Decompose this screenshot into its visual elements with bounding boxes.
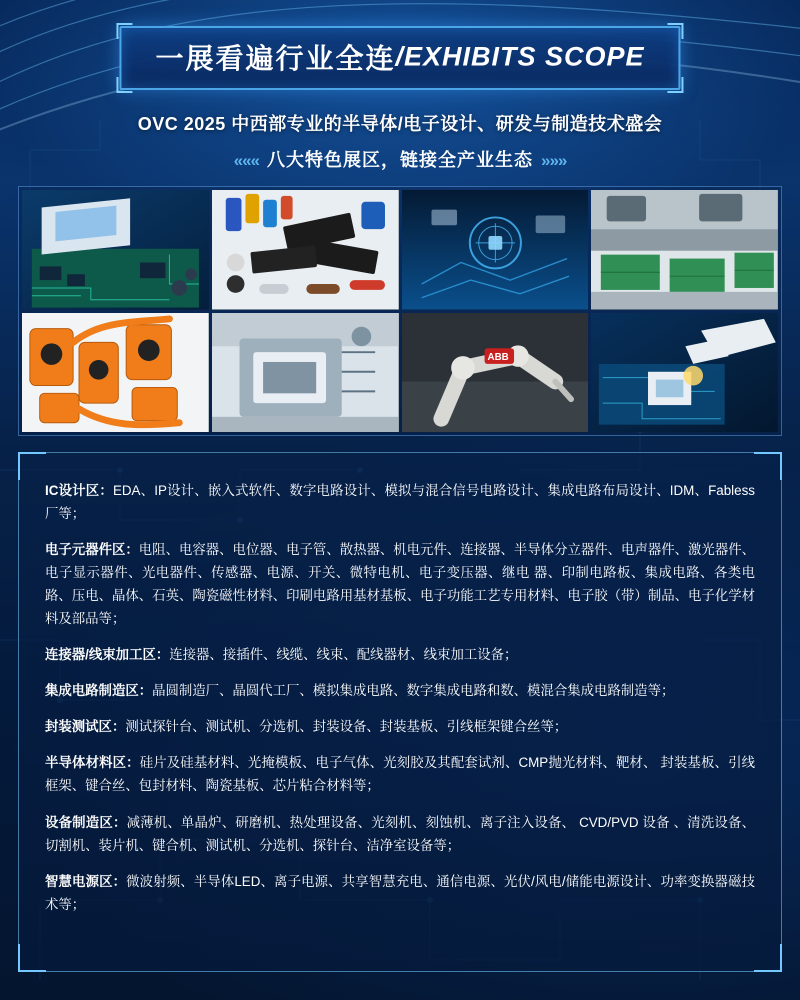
photo-robot-arm — [402, 313, 589, 433]
zone-item — [45, 811, 755, 857]
gallery-grid — [22, 190, 778, 432]
zone-item — [45, 715, 755, 738]
photo-wafer-equipment — [212, 313, 399, 433]
subtitle-block — [0, 110, 800, 172]
subtitle-primary: OVC 2025 中西部专业的半导体/电子设计、研发与制造技术盛会 — [137, 114, 663, 134]
banner-corner-top-right — [668, 23, 684, 39]
zone-name: 设备制造区： — [45, 814, 127, 830]
photo-electronic-components — [212, 190, 399, 310]
zone-name: 半导体材料区： — [45, 755, 140, 771]
panel-corner-top-left — [18, 452, 46, 480]
photo-smt-line — [591, 190, 778, 310]
panel-corner-top-right — [754, 452, 782, 480]
panel-corner-bottom-right — [754, 944, 782, 972]
panel-corner-bottom-left — [18, 944, 46, 972]
zone-item — [45, 679, 755, 702]
exhibit-zones-panel — [18, 452, 782, 972]
zone-name: 电子元器件区： — [45, 542, 139, 558]
zone-item — [45, 751, 755, 797]
zone-body: 减薄机、单晶炉、研磨机、热处理设备、光刻机、刻蚀机、离子注入设备、 CVD/PVD 设备 、清洗设备、切割机、装片机、键合机、测试机、分选机、探针台、洁净室设备等； — [45, 814, 755, 853]
zone-name: 连接器/线束加工区： — [45, 647, 170, 663]
zone-body: 硅片及硅基材料、光掩模板、电子气体、光刻胶及其配套试剂、CMP抛光材料、靶材、 封装基板、引线框架、键合丝、包封材料、陶瓷基板、芯片粘合材料等； — [45, 755, 755, 794]
zone-item — [45, 479, 755, 525]
zone-name: 集成电路制造区： — [45, 683, 153, 699]
zone-body: 晶圆制造厂、晶圆代工厂、模拟集成电路、数字集成电路和数、模混合集成电路制造等； — [152, 683, 675, 699]
gallery-frame — [18, 186, 782, 436]
subtitle-secondary: 八大特色展区，链接全产业生态 — [267, 150, 533, 170]
photo-connectors — [22, 313, 209, 433]
photo-smart-manufacturing — [402, 190, 589, 310]
zone-body: 连接器、接插件、线缆、线束、配线器材、线束加工设备； — [169, 647, 518, 663]
photo-chip-assembly — [591, 313, 778, 433]
banner-corner-bottom-right — [668, 77, 684, 93]
zone-body: 测试探针台、测试机、分选机、封装设备、封装基板、引线框架键合丝等； — [125, 719, 568, 735]
page-title-en: /EXHIBITS SCOPE — [395, 41, 645, 72]
zone-body: 微波射频、半导体LED、离子电源、共享智慧充电、通信电源、光伏/风电/储能电源设计、功率变换器磁技术等； — [45, 873, 755, 912]
zone-name: IC设计区： — [45, 483, 113, 498]
zone-item — [45, 643, 755, 666]
banner-corner-top-left — [116, 23, 132, 39]
zone-name: 封装测试区： — [45, 719, 126, 735]
svg-text:ABB: ABB — [487, 351, 509, 363]
zone-body: EDA、IP设计、嵌入式软件、数字电路设计、模拟与混合信号电路设计、集成电路布局设计、IDM、Fabless厂等； — [45, 483, 755, 522]
page-title-cn: 一展看遍行业全连 — [155, 43, 396, 74]
subtitle-secondary-row — [0, 146, 800, 172]
zone-item — [45, 870, 755, 916]
zone-item — [45, 538, 755, 630]
photo-pcb-board — [22, 190, 209, 310]
chevron-right-icon: »»» — [541, 151, 567, 171]
chevron-left-icon: ««« — [233, 151, 259, 171]
banner-corner-bottom-left — [116, 77, 132, 93]
zone-body: 电阻、电容器、电位器、电子管、散热器、机电元件、连接器、半导体分立器件、电声器件、激光器件、电子显示器件、光电器件、传感器、电源、开关、微特电机、电子变压器、继电 器、印制电路板、集成电路、各类电路、压电、晶体、石英、陶瓷磁性材料、印刷电路用基材基板、电子功能工艺专用材料、电子胶（带）制品、电子化学材料及部品等； — [45, 542, 756, 627]
zone-name: 智慧电源区： — [45, 873, 127, 889]
page-title-banner — [119, 26, 680, 90]
